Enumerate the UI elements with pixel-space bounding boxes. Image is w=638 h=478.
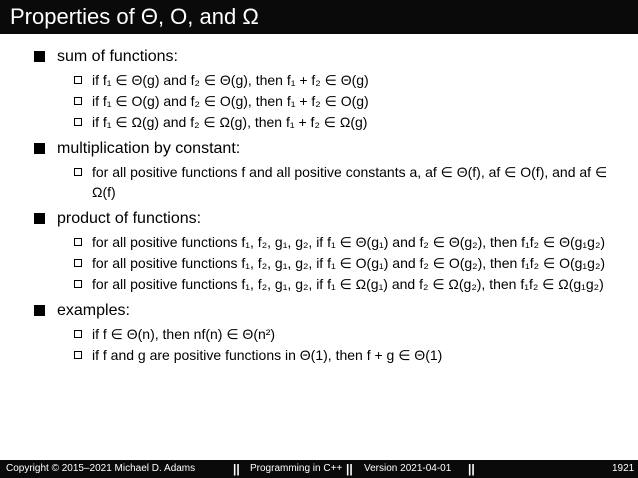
slide-footer	[0, 460, 638, 478]
list-item	[0, 232, 638, 252]
hollow-square-bullet-icon	[74, 238, 82, 246]
square-bullet-icon	[34, 51, 45, 62]
section-heading	[0, 209, 638, 229]
list-item-text: for all positive functions f₁, f₂, g₁, g₂, if f₁ ∈ Θ(g₁) and f₂ ∈ Θ(g₂), then f₁f₂ ∈ Θ(g₁g₂)	[92, 234, 606, 250]
list-item-text: for all positive functions f and all positive constants a, af ∈ Θ(f), af ∈ O(f), and af ∈ Ω(f)	[92, 164, 608, 200]
hollow-square-bullet-icon	[74, 97, 82, 105]
footer-version: Version 2021-04-01	[364, 463, 452, 474]
hollow-square-bullet-icon	[74, 168, 82, 176]
list-item	[0, 91, 638, 111]
footer-separator: ||	[468, 462, 475, 476]
list-item	[0, 253, 638, 273]
list-item-text: if f and g are positive functions in Θ(1), then f + g ∈ Θ(1)	[92, 347, 443, 363]
list-item-text: if f₁ ∈ O(g) and f₂ ∈ O(g), then f₁ + f₂ ∈ O(g)	[92, 93, 369, 109]
list-item-text: for all positive functions f₁, f₂, g₁, g₂, if f₁ ∈ Ω(g₁) and f₂ ∈ Ω(g₂), then f₁f₂ ∈ Ω(g₁g₂)	[92, 276, 604, 292]
slide-title-bar	[0, 0, 638, 34]
square-bullet-icon	[34, 213, 45, 224]
list-item	[0, 70, 638, 90]
square-bullet-icon	[34, 305, 45, 316]
footer-separator: ||	[346, 462, 353, 476]
slide-title: Properties of Θ, O, and Ω	[10, 4, 259, 29]
hollow-square-bullet-icon	[74, 280, 82, 288]
list-item	[0, 345, 638, 365]
hollow-square-bullet-icon	[74, 259, 82, 267]
list-item-text: for all positive functions f₁, f₂, g₁, g₂, if f₁ ∈ O(g₁) and f₂ ∈ O(g₂), then f₁f₂ ∈ O(g₁g₂)	[92, 255, 606, 271]
list-item	[0, 274, 638, 294]
section-heading-text: sum of functions:	[57, 48, 178, 65]
section-heading-text: examples:	[57, 302, 130, 319]
list-item-text: if f₁ ∈ Θ(g) and f₂ ∈ Θ(g), then f₁ + f₂ ∈ Θ(g)	[92, 72, 369, 88]
list-item	[0, 162, 638, 202]
footer-course: Programming in C++	[250, 463, 343, 474]
slide-content	[0, 40, 638, 366]
hollow-square-bullet-icon	[74, 118, 82, 126]
section-heading-text: multiplication by constant:	[57, 140, 241, 157]
footer-page-number: 1921	[612, 463, 635, 474]
list-item-text: if f₁ ∈ Ω(g) and f₂ ∈ Ω(g), then f₁ + f₂ ∈ Ω(g)	[92, 114, 368, 130]
square-bullet-icon	[34, 143, 45, 154]
list-item	[0, 112, 638, 132]
section-heading	[0, 139, 638, 159]
hollow-square-bullet-icon	[74, 330, 82, 338]
hollow-square-bullet-icon	[74, 76, 82, 84]
section-heading	[0, 47, 638, 67]
footer-copyright: Copyright © 2015–2021 Michael D. Adams	[6, 463, 196, 474]
section-heading-text: product of functions:	[57, 210, 202, 227]
list-item-text: if f ∈ Θ(n), then nf(n) ∈ Θ(n²)	[92, 326, 276, 342]
footer-separator: ||	[233, 462, 240, 476]
section-heading	[0, 301, 638, 321]
hollow-square-bullet-icon	[74, 351, 82, 359]
list-item	[0, 324, 638, 344]
